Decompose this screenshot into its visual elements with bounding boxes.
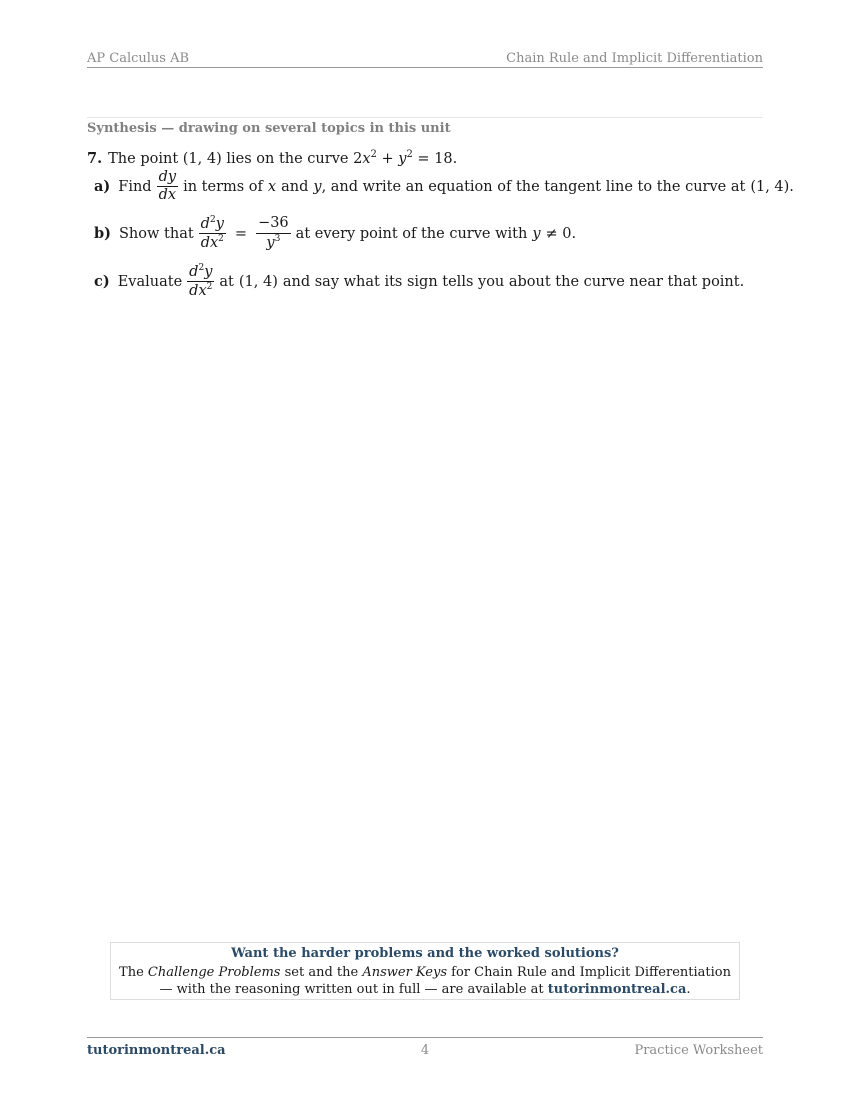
header-course-title: AP Calculus AB <box>87 51 190 66</box>
part-text: at every point of the curve with <box>295 225 528 242</box>
second-derivative-fraction <box>187 264 214 299</box>
part-text: at <box>219 273 234 290</box>
section-divider <box>87 117 763 118</box>
equation-variable: y <box>398 150 407 167</box>
fraction-denominator: dx <box>158 187 177 204</box>
equation-exponent: 2 <box>370 149 377 160</box>
part-text: Show that <box>119 225 194 242</box>
second-derivative-fraction <box>199 216 226 251</box>
problem-point: (1, 4) <box>182 150 222 167</box>
callout-text: for Chain Rule and Implicit Differentiation — with the reasoning written out in full — are available at <box>159 965 731 997</box>
part-b <box>94 216 576 251</box>
part-text: and say what its sign tells you about the curve near that point. <box>282 273 745 290</box>
equals-sign: = <box>234 225 248 242</box>
derivative-fraction <box>157 170 178 203</box>
numerator-d: d <box>189 263 199 280</box>
numerator-exponent: 2 <box>209 215 216 225</box>
numerator-d: d <box>200 215 210 232</box>
problem-number: 7. <box>87 149 103 167</box>
denominator-y: y <box>266 234 275 251</box>
part-label: a) <box>94 178 111 196</box>
footer-divider <box>87 1037 763 1038</box>
page-header <box>87 51 763 68</box>
callout-body <box>111 964 739 998</box>
footer-label: Practice Worksheet <box>634 1043 763 1058</box>
problem-statement <box>87 149 457 167</box>
callout-site-link[interactable]: tutorinmontreal.ca <box>547 982 687 997</box>
numerator-exponent: 2 <box>198 263 205 273</box>
section-label: Synthesis — drawing on several topics in this unit <box>87 121 451 136</box>
equation-variable: x <box>362 150 371 167</box>
math-variable: y <box>532 225 541 242</box>
part-a <box>94 170 794 203</box>
callout-title: Want the harder problems and the worked solutions? <box>231 946 619 961</box>
part-text: in terms of <box>183 178 263 195</box>
callout-text: . <box>686 982 691 997</box>
fraction-denominator <box>199 234 226 251</box>
footer-site-link[interactable]: tutorinmontreal.ca <box>87 1043 226 1058</box>
part-point: (1, 4) <box>238 273 278 290</box>
denominator-dx: dx <box>200 234 219 251</box>
callout-text: The <box>119 965 148 980</box>
fraction-numerator: dy <box>157 170 178 187</box>
page-footer <box>87 1043 763 1059</box>
equation-operator: + <box>376 150 399 167</box>
numerator-y: y <box>215 215 224 232</box>
fraction-denominator <box>264 234 282 251</box>
header-topic-title: Chain Rule and Implicit Differentiation <box>506 51 763 66</box>
denominator-exponent: 3 <box>274 233 281 244</box>
callout-emphasis: Challenge Problems <box>147 965 281 980</box>
equation-exponent: 2 <box>406 149 413 160</box>
header-divider <box>87 67 763 68</box>
numerator-y: y <box>204 263 213 280</box>
denominator-exponent: 2 <box>206 282 213 293</box>
part-text: Find <box>118 178 152 195</box>
part-c <box>94 264 744 299</box>
callout-text: set and the <box>280 965 363 980</box>
fraction-numerator: −36 <box>256 216 291 233</box>
fraction-numerator <box>199 216 226 234</box>
callout-emphasis: Answer Keys <box>362 965 447 980</box>
part-text: Evaluate <box>117 273 183 290</box>
part-text: and <box>281 178 309 195</box>
problem-text: lies on the curve <box>221 150 354 167</box>
part-condition: ≠ 0. <box>545 225 577 242</box>
result-fraction <box>256 216 291 250</box>
denominator-dx: dx <box>189 282 207 299</box>
problem-text: The point <box>108 150 183 167</box>
equation-coefficient: 2 <box>353 150 363 167</box>
promo-callout <box>110 942 740 1000</box>
math-variable: y <box>313 178 322 195</box>
part-text: , and write an equation of the tangent line to the curve at <box>321 178 746 195</box>
fraction-denominator <box>187 282 214 299</box>
math-variable: x <box>267 178 277 195</box>
part-label: b) <box>94 225 111 243</box>
part-point: (1, 4). <box>750 178 794 195</box>
denominator-exponent: 2 <box>218 234 224 245</box>
part-label: c) <box>94 273 110 291</box>
equation-rhs: = 18. <box>412 150 458 167</box>
page-number: 4 <box>420 1043 430 1058</box>
fraction-numerator <box>187 264 214 282</box>
